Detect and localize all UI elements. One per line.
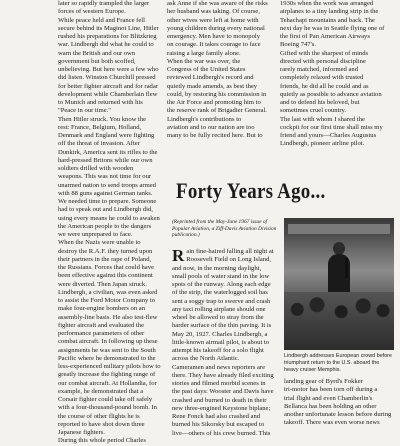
text-line: 1930s when the work was arranged — [280, 0, 374, 7]
text-line: landing gear of Byrd's Fokker — [284, 378, 363, 385]
text-line: next day he was in Seattle flying one of — [280, 24, 385, 32]
text-line: the course of other flights he is — [58, 412, 140, 420]
text-line: another unfortunate lesson before during — [284, 411, 392, 418]
text-line: "Peace in our time." — [58, 107, 111, 115]
text-line: During this whole period Charles — [58, 437, 146, 445]
text-line: spots of the runway. Along each edge — [172, 281, 271, 288]
text-line: harder surface of the thin paving. It is — [172, 322, 272, 330]
text-line: quietly as possible to advance aviation — [280, 90, 382, 98]
text-line: Lindbergh, pioneer airline pilot. — [280, 140, 365, 148]
story-left-body — [172, 248, 280, 438]
text-line: forces of western Europe. — [58, 8, 126, 16]
text-line: assembly-line basis. He also test-flew — [58, 313, 158, 321]
text-line: Then Hitler struck. You know the — [58, 115, 147, 123]
text-line: later so rapidly trampled the larger — [58, 0, 150, 7]
text-line: other wives were left at home with — [167, 16, 259, 24]
text-line: government but both scoffed, — [58, 57, 136, 65]
text-line: trial flight and even Chamberlin's — [284, 394, 373, 402]
text-line: rarely matched, informed and — [280, 66, 358, 73]
text-line: greatly increase the fighting range of — [58, 371, 156, 379]
text-line: small pools of water stand in the low — [172, 272, 270, 280]
text-line: The last with whom I shared the — [280, 115, 365, 123]
text-line: young children during every national — [167, 24, 265, 32]
text-line: secure behind its Maginot Line, Hitler — [58, 24, 159, 32]
text-line: of the strip, the waterlogged soil has — [172, 289, 268, 297]
text-line: wheel be allowed to stray from the — [172, 314, 264, 321]
text-line: rushed his preparations for Blitzkrieg — [58, 33, 157, 40]
text-line: Roosevelt Field on Long Island, — [186, 256, 272, 264]
article-column-middle — [167, 0, 273, 140]
text-line: live—others of his crew burned. This — [172, 429, 271, 437]
text-line: the past days: Wooster and Davis have — [172, 388, 274, 396]
text-line: Lindbergh's contributions to — [167, 115, 242, 123]
text-line: sent a soggy trap to swerve and crash — [172, 297, 271, 305]
article-column-left — [58, 0, 162, 446]
text-line: Tehachapi mountains and back. The — [280, 16, 375, 24]
text-line: on courage. It takes courage to face — [167, 41, 261, 49]
text-line: Dunkirk, America sent its rifles to the — [58, 148, 158, 156]
text-line: the Russians. Forces that could have — [58, 264, 154, 271]
text-line: attempt his takeoff for a solo flight — [172, 347, 264, 354]
text-line: to assist the Ford Motor Company to — [58, 297, 156, 304]
text-line: her husband was taking. Of course, — [167, 8, 260, 16]
text-line: emergency. Men have to monopoly — [167, 33, 261, 40]
reprint-note: (Reprinted from the May-June 1967 issue of Popular Aviation, a Ziff-Davis Aviation Division publication.) — [172, 219, 277, 239]
text-line: reported to have shot down three — [58, 420, 145, 428]
text-line: fighter aircraft and evaluated the — [58, 321, 145, 329]
drop-cap: R — [172, 246, 185, 265]
text-line: takeoff. There was even worse news — [284, 419, 380, 427]
text-line: off the threat of invasion. After — [58, 140, 140, 148]
text-line: been effective against this continent — [58, 272, 153, 280]
text-line: development while Chamberlain flew — [58, 90, 158, 98]
photo-microphone — [345, 258, 348, 278]
text-line: for better fighter aircraft and for radar — [58, 82, 158, 90]
text-line: the Air Force and promoting him to — [167, 99, 261, 106]
text-line: completely relaxed with trusted — [280, 74, 364, 82]
text-line: Lindbergh, a civilian, was even asked — [58, 288, 158, 296]
text-line: Gifted with the sharpest of minds — [280, 49, 369, 57]
text-line: Boeing 747's. — [280, 41, 316, 49]
text-line: Corsair fighter could take off safely — [58, 396, 153, 403]
text-line: little-known airmail pilot, is about to — [172, 338, 270, 346]
text-line: We needed time to prepare. Someone — [58, 198, 157, 205]
text-line: less-experienced military pilots how to — [58, 363, 161, 370]
text-line: hard-pressed Britons while our own — [58, 156, 153, 164]
text-line: stories and filmed morbid scenes in — [172, 380, 266, 387]
text-line: burned his Sikorsky but escaped to — [172, 421, 265, 429]
text-line: the American people to the dangers — [58, 222, 152, 230]
text-line: aviation and to our nation are too — [167, 123, 255, 131]
text-line: ain fine-haired falling all night at — [186, 248, 274, 255]
text-line: crashed and burned to death in their — [172, 396, 267, 404]
photo-caption: Lindbergh addresses European crowd before triumphant return to the U.S. aboard the heavy cruiser Memphis. — [284, 353, 392, 373]
text-line: had to speak out and Lindbergh did, — [58, 206, 153, 214]
text-line: and now, in the morning daylight, — [172, 264, 262, 272]
text-line: combat aircraft. In following up these — [58, 338, 158, 346]
text-line: Bellanca has been holding an other — [284, 402, 377, 410]
text-line: assignments he was sent to the South — [58, 346, 156, 354]
text-line: the first of Pan American Airways — [280, 33, 370, 40]
text-line: performance parameters of other — [58, 330, 145, 337]
text-line: destroy the R.A.F. they turned upon — [58, 247, 153, 255]
text-line: there. They have already filed exciting — [172, 371, 274, 379]
text-line: with 88 guns against German tanks. — [58, 189, 153, 197]
text-line: example, he demonstrated that a — [58, 387, 144, 395]
text-line: did listen. Winston Churchill pressed — [58, 74, 156, 82]
text-line: Congress of the United States — [167, 66, 246, 73]
story-column-right — [284, 378, 392, 428]
text-line: our combat aircraft. At Hollandia, for — [58, 379, 157, 387]
text-line: the reserve rank of Brigadier General. — [167, 107, 267, 115]
text-line: any taxi rolling airplane should one — [172, 305, 266, 313]
text-line: May 20, 1927. Charles Lindbergh, a — [172, 330, 268, 338]
text-line: soldiers drilled with wooden — [58, 165, 134, 172]
text-line: raising a large family alone. — [167, 49, 241, 57]
text-line: friends, he did all he could and as — [280, 82, 369, 90]
text-line: we were unprepared to face. — [58, 231, 133, 238]
text-line: rest: France, Belgium, Holland, — [58, 123, 142, 131]
text-line: Denmark and England were fighting — [58, 132, 155, 139]
text-line: When the Nazis were unable to — [58, 239, 141, 247]
text-line: their partners in the rape of Poland, — [58, 255, 152, 263]
text-line: unarmed nation to send troops armed — [58, 181, 156, 189]
text-line: and to defend his beloved, but — [280, 99, 360, 106]
text-line: sometimes cruel country. — [280, 107, 347, 115]
text-line: directed with personal discipline — [280, 57, 366, 65]
article-column-right — [280, 0, 386, 149]
headline: Forty Years Ago... — [176, 178, 326, 203]
text-line: many to be fully recited here. But to — [167, 132, 263, 139]
text-line: While peace held and France fell — [58, 16, 145, 24]
text-line: cockpit for our first time shall miss my — [280, 123, 383, 131]
text-line: reviewed Lindbergh's record and — [167, 74, 254, 82]
text-line: to Munich and returned with his — [58, 99, 143, 106]
text-line: Japanese fighters. — [58, 429, 105, 436]
text-line: quietly made amends, as best they — [167, 82, 258, 90]
text-line: friend and yours—Charles Augustus — [280, 132, 377, 139]
text-line: make four-engine bombers on an — [58, 305, 146, 313]
text-line: unbelieving. But here were a few who — [58, 66, 159, 73]
text-line: war. Lindbergh did what he could to — [58, 41, 154, 49]
text-line: tri-motor has been torn off during a — [284, 386, 378, 394]
story-column-left — [172, 248, 280, 438]
text-line: across the North Atlantic. — [172, 355, 240, 363]
text-line: weapons. This was not time for our — [58, 173, 152, 181]
text-line: using every means he could to awaken — [58, 214, 160, 222]
text-line: with a four-thousand-pound bomb. In — [58, 404, 157, 412]
photo-banner — [288, 224, 390, 234]
text-line: could, by restoring his commission in — [167, 90, 267, 98]
text-line: Rene Fonck had also crashed and — [172, 413, 261, 420]
text-line: were diverted. Then Japan struck. — [58, 280, 147, 288]
text-line: Pacific where he demonstrated to the — [58, 354, 156, 362]
photo-lindbergh-addressing-crowd — [284, 218, 394, 350]
photo-crowd — [284, 292, 394, 350]
text-line: Cameramen and news reporters are — [172, 363, 266, 371]
text-line: warn the British and our own — [58, 49, 136, 57]
text-line: When the war was over, the — [167, 57, 241, 65]
text-line: new three-engined Keystone biplane; — [172, 404, 271, 412]
text-line: airplanes to a tiny landing strip in the — [280, 8, 379, 16]
text-line: ask Anne if she was aware of the risks — [167, 0, 268, 7]
